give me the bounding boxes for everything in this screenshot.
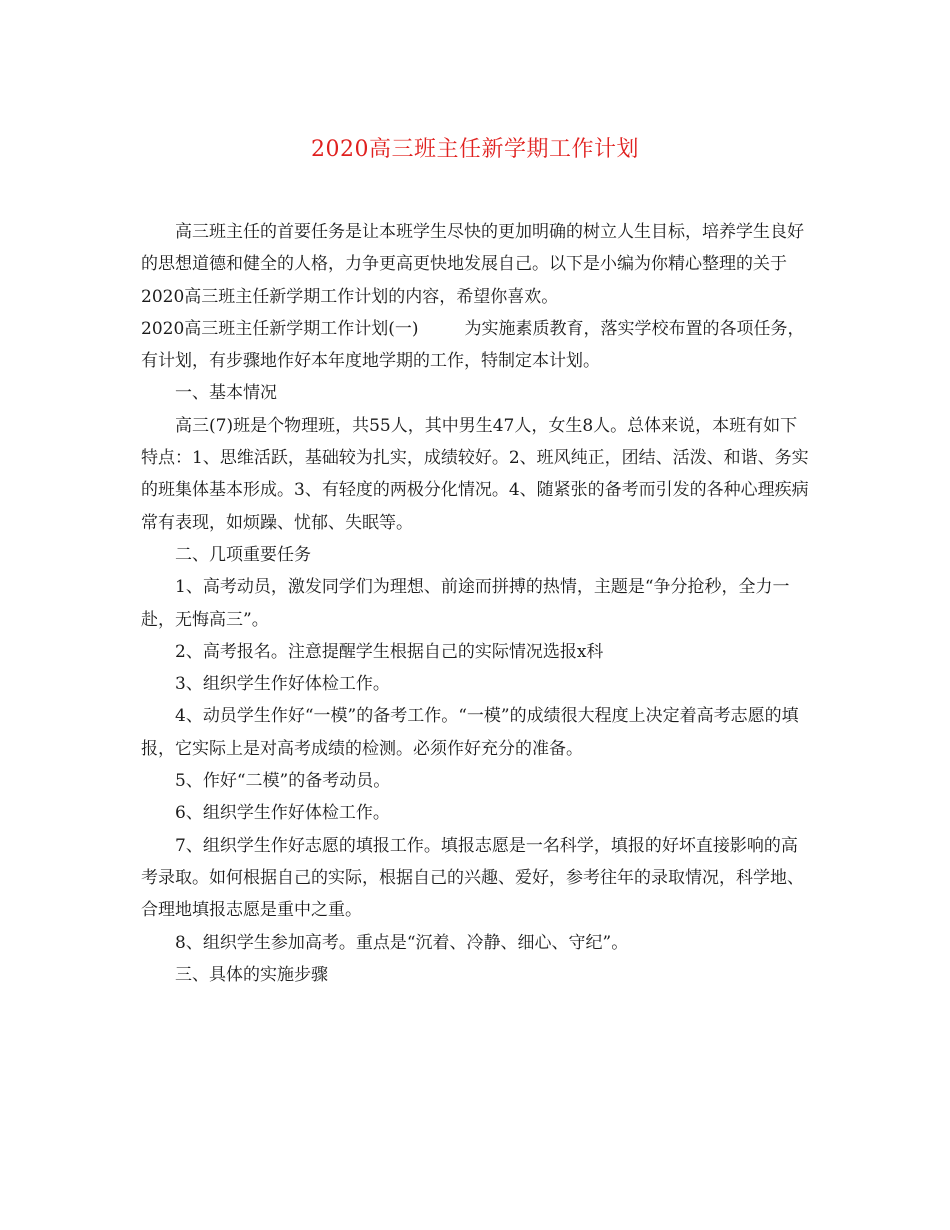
task-item-7: 7、组织学生作好志愿的填报工作。填报志愿是一名科学，填报的好坏直接影响的高考录取。如何根据自己的实际，根据自己的兴趣、爱好，参考往年的录取情况，科学地、合理地填报志愿是重中之重。 [141,835,804,921]
plan-paragraph [141,313,813,378]
section-heading-steps: 三、具体的实施步骤 [175,964,328,985]
task-item-1: 1、高考动员，激发同学们为理想、前途而拼搏的热情，主题是“争分抢秒，全力一赴，无悔高三”。 [141,577,790,630]
task-item-6: 6、组织学生作好体检工作。 [175,803,390,824]
intro-paragraph: 高三班主任的首要任务是让本班学生尽快的更加明确的树立人生目标，培养学生良好的思想道德和健全的人格，力争更高更快地发展自己。以下是小编为你精心整理的关于2020高三班主任新学期工作计划的内容，希望你喜欢。 [141,222,804,307]
task-item-4: 4、动员学生作好“一模”的备考工作。“一模”的成绩很大程度上决定着高考志愿的填报，它实际上是对高考成绩的检测。必须作好充分的准备。 [141,706,799,759]
plan-intro: 为实施素质教育，落实学校布置的各项任务，有计划，有步骤地作好本年度地学期的工作，特制定本计划。 [141,318,805,372]
document-title: 2020高三班主任新学期工作计划 [311,137,639,162]
document-body [141,216,813,991]
section-heading-basic: 一、基本情况 [175,383,277,404]
plan-heading: 2020高三班主任新学期工作计划(一) [141,318,419,339]
section-body-basic: 高三(7)班是个物理班，共55人，其中男生47人，女生8人。总体来说，本班有如下特点：1、思维活跃，基础较为扎实，成绩较好。2、班风纯正，团结、活泼、和谐、务实的班集体基本形成。3、有轻度的两极分化情况。4、随紧张的备考而引发的各种心理疾病常有表现，如烦躁、忧郁、失眠等。 [141,415,809,533]
section-heading-tasks: 二、几项重要任务 [175,544,311,565]
task-item-3: 3、组织学生作好体检工作。 [175,674,390,695]
task-item-2: 2、高考报名。注意提醒学生根据自己的实际情况选报x科 [175,641,604,662]
task-item-8: 8、组织学生参加高考。重点是“沉着、冷静、细心、守纪”。 [175,932,629,953]
task-item-5: 5、作好“二模”的备考动员。 [175,771,391,792]
